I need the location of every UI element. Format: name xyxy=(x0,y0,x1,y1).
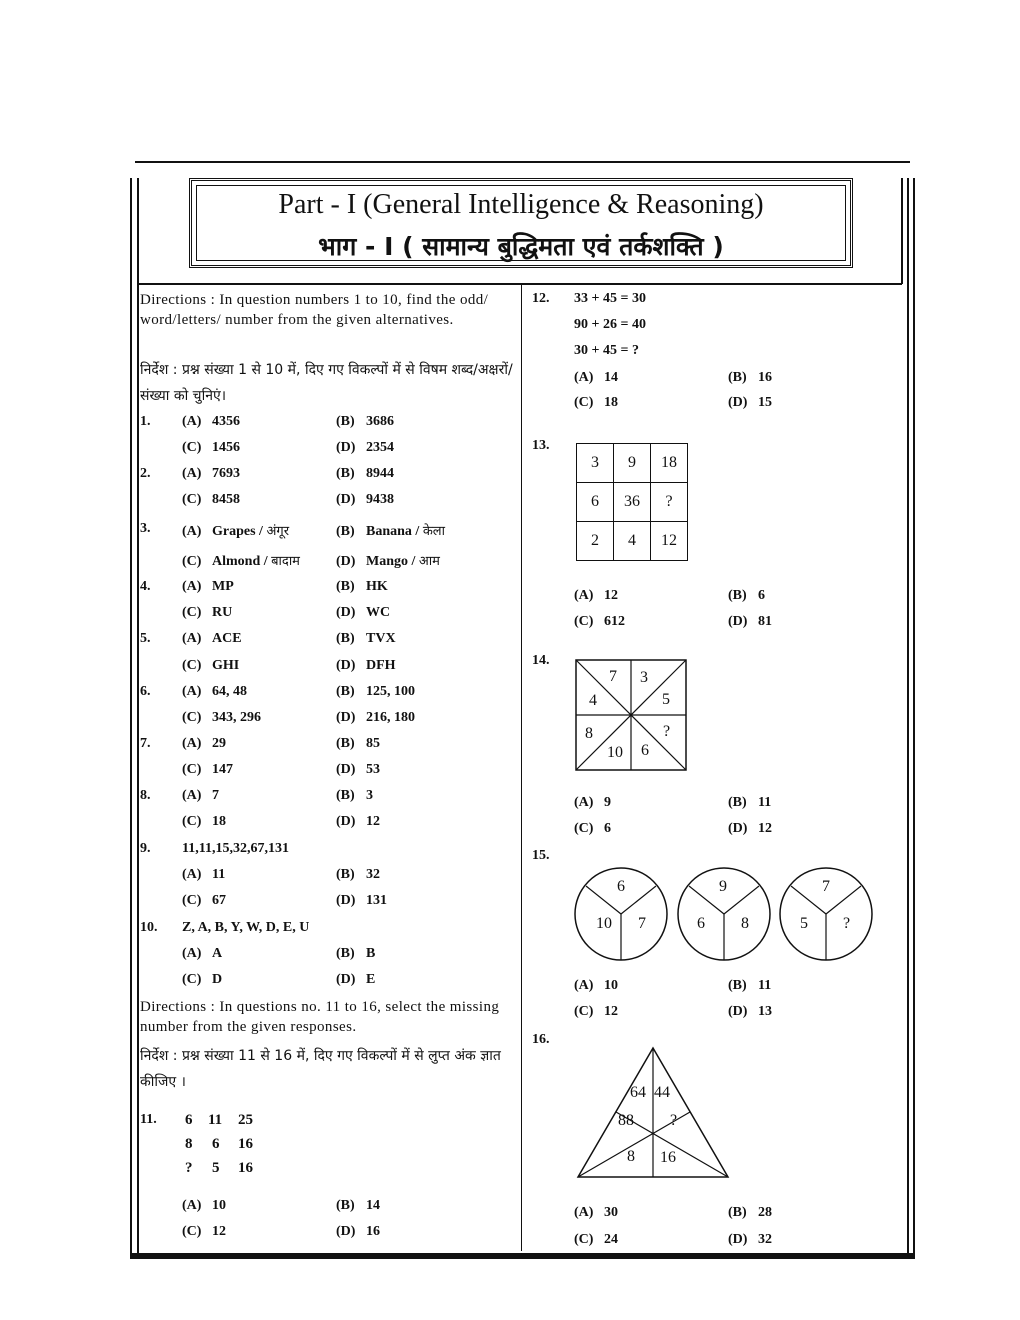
directions-1-english: Directions : In question numbers 1 to 10, find the odd/ word/letters/ number from the given alternatives. xyxy=(140,292,489,328)
q11-cell: 11 xyxy=(208,1112,223,1128)
q8-number: 8. xyxy=(140,788,151,803)
q11-cell: ? xyxy=(185,1160,193,1176)
q14-value: 8 xyxy=(585,725,593,742)
q11-option-b[interactable]: (B) 14 xyxy=(336,1198,380,1213)
q13-cell: 3 xyxy=(577,444,614,483)
frame-left-inner xyxy=(137,178,139,1253)
q11-cell: 8 xyxy=(185,1136,193,1152)
q12-option-c[interactable]: (C) 18 xyxy=(574,395,618,410)
q12-equation: 30 + 45 = ? xyxy=(574,343,639,358)
q6-option-a[interactable]: (A) 64, 48 xyxy=(182,684,247,699)
frame-left xyxy=(130,178,132,1258)
directions-2-english: Directions : In questions no. 11 to 16, select the missing number from the given responses. xyxy=(140,999,500,1035)
q1-option-d[interactable]: (D) 2354 xyxy=(336,440,394,455)
q4-option-d[interactable]: (D) WC xyxy=(336,605,391,620)
q6-option-b[interactable]: (B) 125, 100 xyxy=(336,684,415,699)
q2-number: 2. xyxy=(140,466,151,481)
q11-cell: 6 xyxy=(212,1136,220,1152)
q14-value: 10 xyxy=(607,744,623,761)
q13-cell: 18 xyxy=(651,444,688,483)
q16-value: 16 xyxy=(660,1149,676,1166)
q7-number: 7. xyxy=(140,736,151,751)
q15-option-a[interactable]: (A) 10 xyxy=(574,978,618,993)
q14-value: 7 xyxy=(609,668,617,685)
q10-number: 10. xyxy=(140,920,158,935)
top-rule xyxy=(135,161,910,163)
q5-option-c[interactable]: (C) GHI xyxy=(182,658,240,673)
section-title-box xyxy=(189,178,853,268)
q4-number: 4. xyxy=(140,579,151,594)
q8-option-a[interactable]: (A) 7 xyxy=(182,788,219,803)
q9-option-b[interactable]: (B) 32 xyxy=(336,867,380,882)
q14-option-d[interactable]: (D) 12 xyxy=(728,821,772,836)
q8-option-d[interactable]: (D) 12 xyxy=(336,814,380,829)
q14-option-c[interactable]: (C) 6 xyxy=(574,821,611,836)
q1-option-b[interactable]: (B) 3686 xyxy=(336,414,394,429)
q15-value: 6 xyxy=(697,915,705,932)
q16-option-d[interactable]: (D) 32 xyxy=(728,1232,772,1247)
q15-value: 10 xyxy=(596,915,612,932)
q7-option-b[interactable]: (B) 85 xyxy=(336,736,380,751)
q13-number: 13. xyxy=(532,438,550,453)
header-right xyxy=(901,178,903,284)
q5-option-d[interactable]: (D) DFH xyxy=(336,658,396,673)
q14-figure xyxy=(574,658,688,772)
q11-option-d[interactable]: (D) 16 xyxy=(336,1224,380,1239)
q12-equation: 33 + 45 = 30 xyxy=(574,291,646,306)
q11-cell: 6 xyxy=(185,1112,193,1128)
q13-cell: 6 xyxy=(577,483,614,522)
q13-grid xyxy=(576,443,688,561)
section-title-hindi: भाग - I ( सामान्य बुद्धिमता एवं तर्कशक्ति ) xyxy=(318,232,724,261)
q13-cell: 2 xyxy=(577,522,614,561)
q13-option-c[interactable]: (C) 612 xyxy=(574,614,625,629)
q1-option-c[interactable]: (C) 1456 xyxy=(182,440,240,455)
q15-circle-3 xyxy=(780,868,872,960)
q1-number: 1. xyxy=(140,414,151,429)
q9-option-d[interactable]: (D) 131 xyxy=(336,893,387,908)
q15-value: ? xyxy=(843,915,851,932)
q10-option-c[interactable]: (C) D xyxy=(182,972,223,987)
q10-option-a[interactable]: (A) A xyxy=(182,946,223,961)
q2-option-d[interactable]: (D) 9438 xyxy=(336,492,394,507)
q11-cell: 5 xyxy=(212,1160,220,1176)
q16-option-c[interactable]: (C) 24 xyxy=(574,1232,618,1247)
q15-option-c[interactable]: (C) 12 xyxy=(574,1004,618,1019)
q14-number: 14. xyxy=(532,653,550,668)
q3-number: 3. xyxy=(140,521,151,536)
q2-option-a[interactable]: (A) 7693 xyxy=(182,466,240,481)
q16-value: 88 xyxy=(618,1112,634,1129)
q16-value: 8 xyxy=(627,1148,635,1165)
q6-number: 6. xyxy=(140,684,151,699)
q5-option-b[interactable]: (B) TVX xyxy=(336,631,396,646)
q16-value: 64 xyxy=(630,1084,646,1101)
q13-option-b[interactable]: (B) 6 xyxy=(728,588,765,603)
q16-value: 44 xyxy=(654,1084,670,1101)
q16-option-a[interactable]: (A) 30 xyxy=(574,1205,618,1220)
q13-option-d[interactable]: (D) 81 xyxy=(728,614,772,629)
q11-cell: 16 xyxy=(238,1160,253,1176)
q7-option-a[interactable]: (A) 29 xyxy=(182,736,226,751)
q1-option-a[interactable]: (A) 4356 xyxy=(182,414,240,429)
q12-option-b[interactable]: (B) 16 xyxy=(728,370,772,385)
q15-value: 7 xyxy=(822,878,830,895)
frame-right xyxy=(913,178,915,1258)
q9-option-a[interactable]: (A) 11 xyxy=(182,867,226,882)
q15-value: 6 xyxy=(617,878,625,895)
q10-option-d[interactable]: (D) E xyxy=(336,972,376,987)
q16-figure xyxy=(572,1044,732,1180)
q16-number: 16. xyxy=(532,1032,550,1047)
q9-option-c[interactable]: (C) 67 xyxy=(182,893,226,908)
q2-option-b[interactable]: (B) 8944 xyxy=(336,466,394,481)
q15-circle-1 xyxy=(575,868,667,960)
directions-1-hindi: निर्देश : प्रश्न संख्या 1 से 10 में, दिए गए विकल्पों में से विषम शब्द/अक्षरों/संख्या को चुनिएं। xyxy=(140,362,513,404)
q11-number: 11. xyxy=(140,1112,157,1127)
q11-option-a[interactable]: (A) 10 xyxy=(182,1198,226,1213)
q2-option-c[interactable]: (C) 8458 xyxy=(182,492,240,507)
q13-option-a[interactable]: (A) 12 xyxy=(574,588,618,603)
q14-value: 6 xyxy=(641,742,649,759)
q10-option-b[interactable]: (B) B xyxy=(336,946,376,961)
q3-option-b[interactable]: (B) Banana / केला xyxy=(336,524,445,539)
header-bottom-rule xyxy=(137,283,902,285)
q15-option-d[interactable]: (D) 13 xyxy=(728,1004,772,1019)
q9-number: 9. xyxy=(140,841,151,856)
q15-option-b[interactable]: (B) 11 xyxy=(728,978,772,993)
q15-value: 7 xyxy=(638,915,646,932)
q13-cell: ? xyxy=(651,483,688,522)
q15-value: 5 xyxy=(800,915,808,932)
q7-option-d[interactable]: (D) 53 xyxy=(336,762,380,777)
q15-value: 8 xyxy=(741,915,749,932)
q3-option-a[interactable]: (A) Grapes / अंगूर xyxy=(182,524,290,539)
q13-cell: 36 xyxy=(614,483,651,522)
q12-number: 12. xyxy=(532,291,550,306)
q4-option-b[interactable]: (B) HK xyxy=(336,579,388,594)
column-divider xyxy=(521,285,522,1251)
q16-value: ? xyxy=(670,1112,678,1129)
q3-option-d[interactable]: (D) Mango / आम xyxy=(336,554,440,569)
frame-right-inner xyxy=(907,178,909,1253)
q4-option-a[interactable]: (A) MP xyxy=(182,579,234,594)
q12-option-a[interactable]: (A) 14 xyxy=(574,370,618,385)
q15-number: 15. xyxy=(532,848,550,863)
q4-option-c[interactable]: (C) RU xyxy=(182,605,233,620)
q14-value: 5 xyxy=(662,691,670,708)
q13-cell: 12 xyxy=(651,522,688,561)
q14-value: 3 xyxy=(640,669,648,686)
q16-option-b[interactable]: (B) 28 xyxy=(728,1205,772,1220)
q10-sequence: Z, A, B, Y, W, D, E, U xyxy=(182,920,310,935)
q6-option-d[interactable]: (D) 216, 180 xyxy=(336,710,415,725)
q14-value: 4 xyxy=(589,692,597,709)
bottom-rule xyxy=(130,1253,915,1259)
q11-cell: 16 xyxy=(238,1136,253,1152)
q8-option-b[interactable]: (B) 3 xyxy=(336,788,373,803)
q13-cell: 4 xyxy=(614,522,651,561)
q14-option-b[interactable]: (B) 11 xyxy=(728,795,772,810)
q15-figure xyxy=(573,866,875,962)
q6-option-c[interactable]: (C) 343, 296 xyxy=(182,710,261,725)
q5-option-a[interactable]: (A) ACE xyxy=(182,631,242,646)
directions-2-hindi: निर्देश : प्रश्न संख्या 11 से 16 में, दिए गए विकल्पों में से लुप्त अंक ज्ञात कीजिए । xyxy=(140,1048,501,1090)
q15-value: 9 xyxy=(719,878,727,895)
q9-sequence: 11,11,15,32,67,131 xyxy=(182,841,289,856)
q13-cell: 9 xyxy=(614,444,651,483)
q8-option-c[interactable]: (C) 18 xyxy=(182,814,226,829)
q7-option-c[interactable]: (C) 147 xyxy=(182,762,233,777)
q5-number: 5. xyxy=(140,631,151,646)
q14-option-a[interactable]: (A) 9 xyxy=(574,795,611,810)
q12-option-d[interactable]: (D) 15 xyxy=(728,395,772,410)
q12-equation: 90 + 26 = 40 xyxy=(574,317,646,332)
q11-cell: 25 xyxy=(238,1112,253,1128)
q14-value: ? xyxy=(663,723,671,740)
section-title-english: Part - I (General Intelligence & Reasoning) xyxy=(278,189,764,220)
q3-option-c[interactable]: (C) Almond / बादाम xyxy=(182,554,300,569)
q11-option-c[interactable]: (C) 12 xyxy=(182,1224,226,1239)
q15-circle-2 xyxy=(678,868,770,960)
